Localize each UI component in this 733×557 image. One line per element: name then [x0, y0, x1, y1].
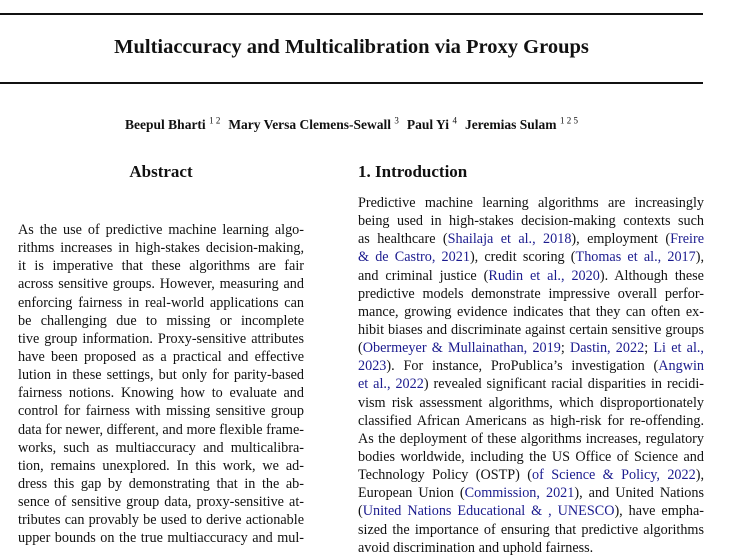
text-segment: control for fairness with missing sensitive group: [18, 403, 304, 420]
author-affiliation: 3: [394, 115, 399, 125]
citation-link[interactable]: Commission, 2021: [464, 485, 575, 502]
text-segment: ) revealed significant racial disparities in recidi-: [423, 376, 704, 393]
text-segment: sence of sensitive group data, proxy-sensitive at-: [18, 494, 304, 511]
text-line: [18, 348, 304, 366]
text-line: [18, 330, 304, 348]
text-segment: (: [358, 503, 363, 520]
citation-link[interactable]: United Nations Educational & , UNESCO: [362, 503, 615, 520]
author-list: [0, 115, 703, 133]
text-segment: mance, growing evidence indicates that they can often ex-: [358, 303, 704, 320]
text-line: [358, 412, 704, 430]
text-segment: enforcing fairness in real-world applications can: [18, 294, 304, 311]
text-line: [18, 529, 304, 547]
introduction-body: [358, 194, 704, 557]
citation-link[interactable]: & de Castro, 2021: [358, 249, 470, 266]
text-segment: dress this gap by demonstrating that in the ab-: [18, 475, 304, 492]
text-line: [358, 357, 704, 375]
text-line: [18, 511, 304, 529]
author-affiliation: 4: [452, 115, 457, 125]
text-segment: classified African Americans as high-risk for re-offending.: [358, 412, 704, 429]
text-segment: being used in high-stakes decision-making contexts such: [358, 213, 704, 230]
text-segment: it is imperative that these algorithms are fair: [18, 258, 304, 275]
text-segment: vism risk assessment algorithms, which disproportionately: [358, 394, 704, 411]
text-line: [358, 285, 704, 303]
text-segment: upper bounds on the true multiaccuracy and mul-: [18, 530, 304, 547]
author-affiliation: 1 2: [209, 115, 221, 125]
title-bottom-rule: [0, 82, 703, 84]
text-line: [358, 539, 704, 557]
text-line: [358, 339, 704, 357]
text-line: [358, 430, 704, 448]
text-segment: and criminal justice (: [358, 267, 489, 284]
text-line: [358, 267, 704, 285]
text-segment: works, such as multiaccuracy and multicalibra-: [18, 439, 304, 456]
text-line: [358, 466, 704, 484]
text-segment: ;: [560, 340, 570, 357]
text-segment: ). Although these: [599, 267, 704, 284]
text-segment: (: [358, 340, 363, 357]
paper-title: Multiaccuracy and Multicalibration via Proxy Groups: [114, 36, 589, 58]
text-line: [18, 439, 304, 457]
text-line: [18, 275, 304, 293]
text-segment: tributes can provably be used to derive actionable: [18, 512, 304, 529]
text-segment: As the deployment of these algorithms increases, regulatory: [358, 430, 704, 447]
text-segment: European Union (: [358, 485, 465, 502]
top-rule: [0, 13, 703, 15]
text-line: [18, 294, 304, 312]
text-segment: lution in these settings, but only for parity-based: [18, 367, 304, 384]
text-segment: have been proposed as a practical and effective: [18, 348, 304, 365]
text-segment: As the use of predictive machine learning algo-: [18, 222, 304, 238]
text-segment: tion, remains unexplored. In this work, we ad-: [18, 457, 304, 474]
text-segment: bodies worldwide, including the US Office of Science and: [358, 448, 704, 465]
citation-link[interactable]: Angwin: [658, 358, 704, 375]
text-line: [18, 221, 304, 239]
text-line: [358, 448, 704, 466]
author-name: Paul Yi: [406, 116, 450, 132]
text-line: [18, 257, 304, 275]
abstract-heading: Abstract: [129, 162, 193, 181]
text-segment: fairness notions. Knowing how to evaluate and: [18, 385, 304, 402]
citation-link[interactable]: Obermeyer & Mullainathan, 2019: [362, 340, 561, 357]
text-segment: ;: [644, 340, 654, 357]
author: [465, 117, 578, 132]
text-segment: ), and United Nations: [574, 485, 704, 502]
text-line: [18, 475, 304, 493]
text-segment: ), employment (: [571, 231, 671, 248]
text-segment: across sensitive groups. However, measuring and: [18, 276, 304, 293]
text-line: [358, 502, 704, 520]
author: [407, 117, 457, 132]
citation-link[interactable]: Thomas et al., 2017: [575, 249, 696, 266]
text-segment: tive group information. Proxy-sensitive attributes: [18, 330, 304, 347]
text-line: [18, 421, 304, 439]
text-line: [358, 248, 704, 266]
abstract-body: [18, 221, 304, 548]
introduction-heading: 1. Introduction: [358, 162, 468, 181]
text-line: [18, 457, 304, 475]
text-line: [18, 366, 304, 384]
text-segment: ),: [695, 249, 704, 266]
text-line: [358, 230, 704, 248]
text-line: [18, 239, 304, 257]
text-segment: rithms increases in high-stakes decision-making,: [18, 240, 304, 257]
text-line: [358, 194, 704, 212]
text-line: [358, 303, 704, 321]
text-segment: sized the importance of ensuring that predictive algorithms: [358, 521, 704, 538]
text-segment: Predictive machine learning algorithms are increasingly: [358, 195, 704, 211]
text-line: [358, 375, 704, 393]
author-name: Jeremias Sulam: [464, 116, 557, 132]
citation-link[interactable]: et al., 2022: [358, 376, 424, 393]
text-segment: ), credit scoring (: [469, 249, 576, 266]
text-segment: hibit biases and discriminate against certain sensitive groups: [358, 321, 704, 338]
text-line: [18, 312, 304, 330]
text-line: [18, 402, 304, 420]
author-name: Mary Versa Clemens-Sewall: [228, 116, 392, 132]
text-line: [358, 521, 704, 539]
citation-link[interactable]: Rudin et al., 2020: [488, 267, 600, 284]
text-segment: as healthcare (: [358, 231, 448, 248]
text-segment: be challenging due to missing or incomplete: [18, 312, 304, 329]
text-segment: data for newer, different, and more flexible frame-: [18, 421, 304, 438]
author-affiliation: 1 2 5: [559, 115, 578, 125]
text-segment: ), have empha-: [614, 503, 704, 520]
citation-link[interactable]: Dastin, 2022: [570, 340, 645, 357]
author: [125, 117, 220, 132]
text-line: [358, 321, 704, 339]
citation-link[interactable]: Freire: [670, 231, 704, 248]
text-line: [358, 212, 704, 230]
citation-link[interactable]: Shailaja et al., 2018: [447, 231, 572, 248]
text-segment: ),: [695, 467, 704, 484]
author: [228, 117, 399, 132]
text-line: [18, 384, 304, 402]
text-segment: predictive models demonstrate impressive overall perfor-: [358, 285, 704, 302]
text-line: [358, 484, 704, 502]
text-segment: ). For instance, ProPublica’s investigation (: [386, 358, 659, 375]
citation-link[interactable]: Li et al.,: [653, 340, 704, 357]
text-segment: Technology Policy (OSTP) (: [358, 467, 533, 484]
citation-link[interactable]: of Science & Policy, 2022: [532, 467, 696, 484]
author-name: Beepul Bharti: [125, 116, 206, 132]
text-line: [18, 493, 304, 511]
text-line: [358, 394, 704, 412]
text-segment: avoid discrimination and uphold fairness.: [358, 539, 594, 556]
citation-link[interactable]: 2023: [358, 358, 387, 375]
